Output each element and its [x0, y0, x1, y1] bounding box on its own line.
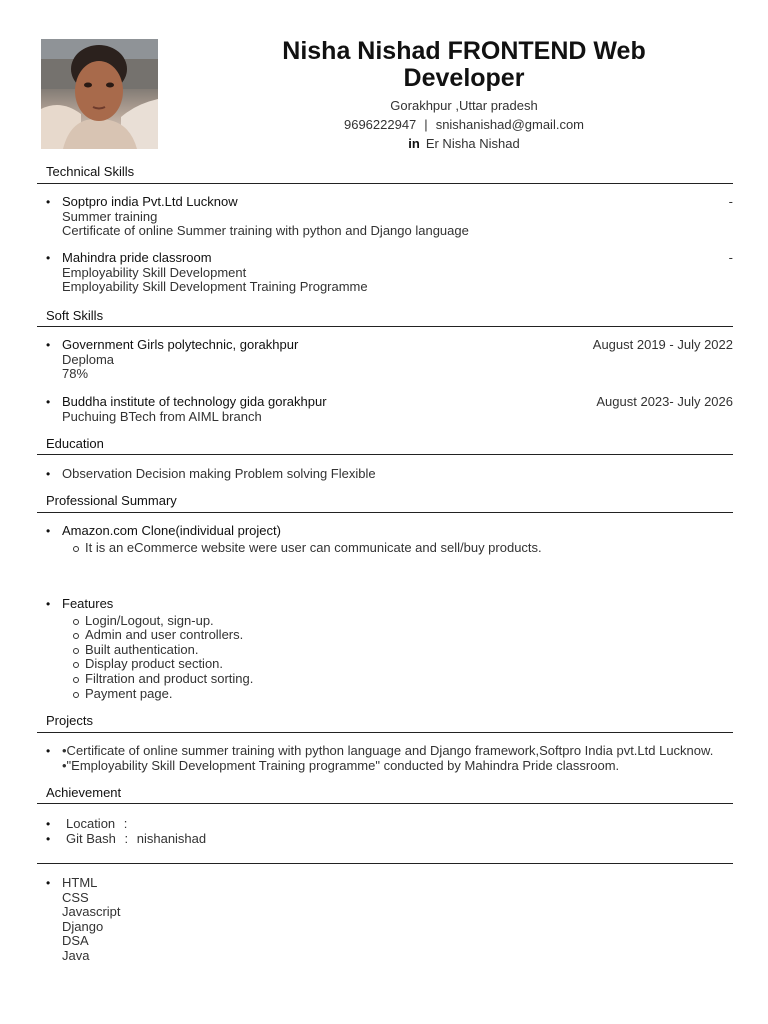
phone-number[interactable]: 9696222947 [343, 117, 417, 132]
list-item: Filtration and product sorting. [85, 672, 733, 687]
bullet-icon: • [46, 251, 51, 265]
entry-title: Mahindra pride classroom [62, 250, 212, 265]
list-item: It is an eCommerce website were user can communicate and sell/buy products. [85, 541, 733, 556]
linkedin-link[interactable]: Er Nisha Nishad [425, 136, 520, 151]
project-title: Features [62, 596, 114, 611]
feature-points [46, 614, 733, 702]
education-entry [46, 395, 733, 424]
contact-line [160, 115, 768, 134]
soft-skills-text: Observation Decision making Problem solving Flexible [62, 466, 376, 481]
colon: : [124, 831, 129, 846]
skill-item: Javascript [62, 904, 121, 920]
soft-skills-entry [46, 467, 733, 482]
project-title: Amazon.com Clone(individual project) [62, 523, 281, 538]
skill-item: HTML [62, 875, 98, 890]
section-title-education: Education [46, 436, 104, 451]
bullet-icon: • [46, 524, 51, 538]
entry-date: - [728, 250, 733, 265]
skill-item: Java [62, 947, 90, 963]
bullet-icon: • [46, 876, 51, 890]
project-points [46, 541, 733, 556]
list-item: Login/Logout, sign-up. [85, 614, 733, 629]
location-label: Location [66, 816, 116, 831]
skills-entry [46, 876, 733, 964]
section-divider [37, 512, 733, 513]
bullet-icon: • [46, 597, 51, 611]
list-item: Payment page. [85, 687, 733, 702]
list-item: Admin and user controllers. [85, 628, 733, 643]
entry-title: Government Girls polytechnic, gorakhpur [62, 337, 299, 352]
contact-separator: | [424, 117, 428, 132]
experience-entry [46, 251, 733, 295]
email-link[interactable]: snishanishad@gmail.com [435, 117, 585, 132]
achievement-entry [46, 744, 733, 773]
entry-line: 78% [62, 366, 89, 382]
bullet-icon: • [46, 744, 51, 758]
list-item: Built authentication. [85, 643, 733, 658]
resume-header [160, 38, 768, 153]
section-divider [37, 732, 733, 733]
bullet-icon: • [46, 195, 51, 209]
entry-date: - [728, 194, 733, 209]
entry-line: Employability Skill Development [62, 264, 247, 280]
colon: : [123, 816, 128, 831]
entry-title: Soptpro india Pvt.Ltd Lucknow [62, 194, 238, 209]
entry-date: August 2019 - July 2022 [592, 337, 733, 352]
bullet-icon: • [46, 817, 51, 831]
skill-item: DSA [62, 933, 89, 949]
entry-line: Deploma [62, 351, 115, 367]
gitbash-label: Git Bash [66, 831, 116, 846]
section-title-achievement: Achievement [46, 785, 122, 800]
section-title-projects: Projects [46, 713, 93, 728]
candidate-name: Nisha Nishad FRONTEND Web Developer [282, 37, 646, 92]
entry-date: August 2023- July 2026 [596, 394, 733, 409]
section-divider [37, 183, 733, 184]
section-divider [37, 863, 733, 864]
gitbash-value: nishanishad [136, 831, 207, 846]
entry-line: Puchuing BTech from AIML branch [62, 408, 262, 424]
personal-entry [46, 832, 733, 847]
bullet-icon: • [46, 338, 51, 352]
achievement-text: •Certificate of online summer training with python language and Django framework,Softpro India pvt.Ltd Lucknow. •"Employability Skill Development Training programme" conducted by Mahindra Pride classroom. [62, 743, 714, 773]
skill-item: Django [62, 918, 104, 934]
entry-line: Certificate of online Summer training with python and Django language [62, 223, 469, 239]
linkedin-icon: in [408, 136, 420, 151]
skill-item: CSS [62, 889, 89, 905]
section-title-soft-skills: Soft Skills [46, 308, 104, 323]
section-divider [37, 454, 733, 455]
entry-line: Summer training [62, 208, 158, 224]
project-entry [46, 597, 733, 701]
personal-entry [46, 817, 733, 832]
section-title-professional-summary: Professional Summary [46, 493, 177, 508]
entry-title: Buddha institute of technology gida gorakhpur [62, 394, 327, 409]
experience-entry [46, 195, 733, 239]
bullet-icon: • [46, 832, 51, 846]
education-entry [46, 338, 733, 382]
bullet-icon: • [46, 467, 51, 481]
section-title-technical-skills: Technical Skills [46, 164, 135, 179]
section-divider [37, 326, 733, 327]
linkedin-line [160, 134, 768, 153]
section-divider [37, 803, 733, 804]
location-text: Gorakhpur ,Uttar pradesh [390, 98, 538, 113]
profile-photo [41, 39, 158, 149]
list-item: Display product section. [85, 657, 733, 672]
entry-line: Employability Skill Development Training Programme [62, 279, 368, 295]
bullet-icon: • [46, 395, 51, 409]
project-entry [46, 524, 733, 555]
